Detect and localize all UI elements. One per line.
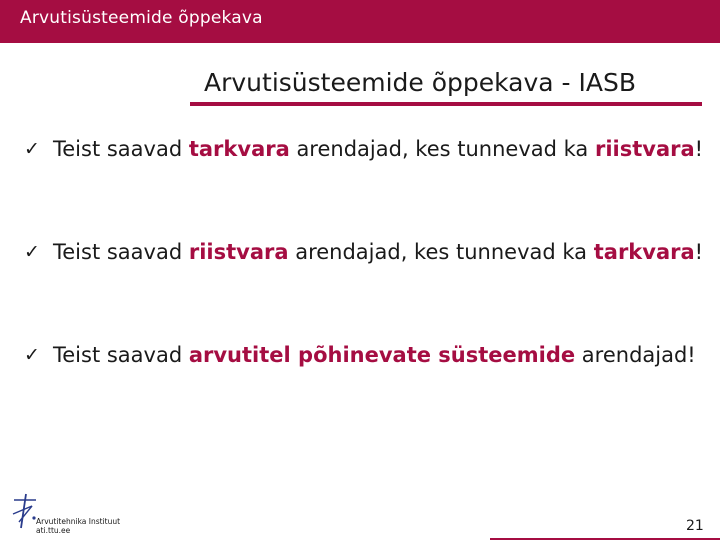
page-number: 21 <box>686 518 704 534</box>
bullet-text-part: arendajad, kes tunnevad ka <box>288 240 594 264</box>
bullet-highlight: arvutitel põhinevate süsteemide <box>188 343 576 367</box>
checkmark-icon: ✓ <box>24 241 40 263</box>
bullet-highlight: riistvara <box>188 240 289 264</box>
bullet-text-part: ! <box>694 240 704 264</box>
bullet-text <box>53 134 704 164</box>
slide-title: Arvutisüsteemide õppekava - IASB <box>204 68 637 97</box>
institute-site: ati.ttu.ee <box>36 526 71 535</box>
title-divider <box>190 102 702 106</box>
bullet-highlight: tarkvara <box>593 240 695 264</box>
bullet-item <box>24 340 704 370</box>
bullet-text-part: Teist saavad <box>53 137 189 161</box>
bullet-text-part: Teist saavad <box>53 343 189 367</box>
institute-caption <box>36 517 120 535</box>
bullet-text-part: arendajad, kes tunnevad ka <box>289 137 595 161</box>
bullet-highlight: tarkvara <box>188 137 290 161</box>
institute-name: Arvutitehnika Instituut <box>36 517 121 526</box>
bullet-highlight: riistvara <box>594 137 695 161</box>
bullet-text <box>53 340 704 370</box>
bullet-text <box>53 237 704 267</box>
bullet-item <box>24 237 704 267</box>
checkmark-icon: ✓ <box>24 138 40 160</box>
header-title: Arvutisüsteemide õppekava <box>20 8 263 28</box>
header-bar <box>0 0 720 43</box>
checkmark-icon: ✓ <box>24 344 40 366</box>
bullet-text-part: arendajad! <box>575 343 696 367</box>
bullet-text-part: ! <box>694 137 704 161</box>
bullet-item <box>24 134 704 164</box>
bullet-text-part: Teist saavad <box>53 240 189 264</box>
